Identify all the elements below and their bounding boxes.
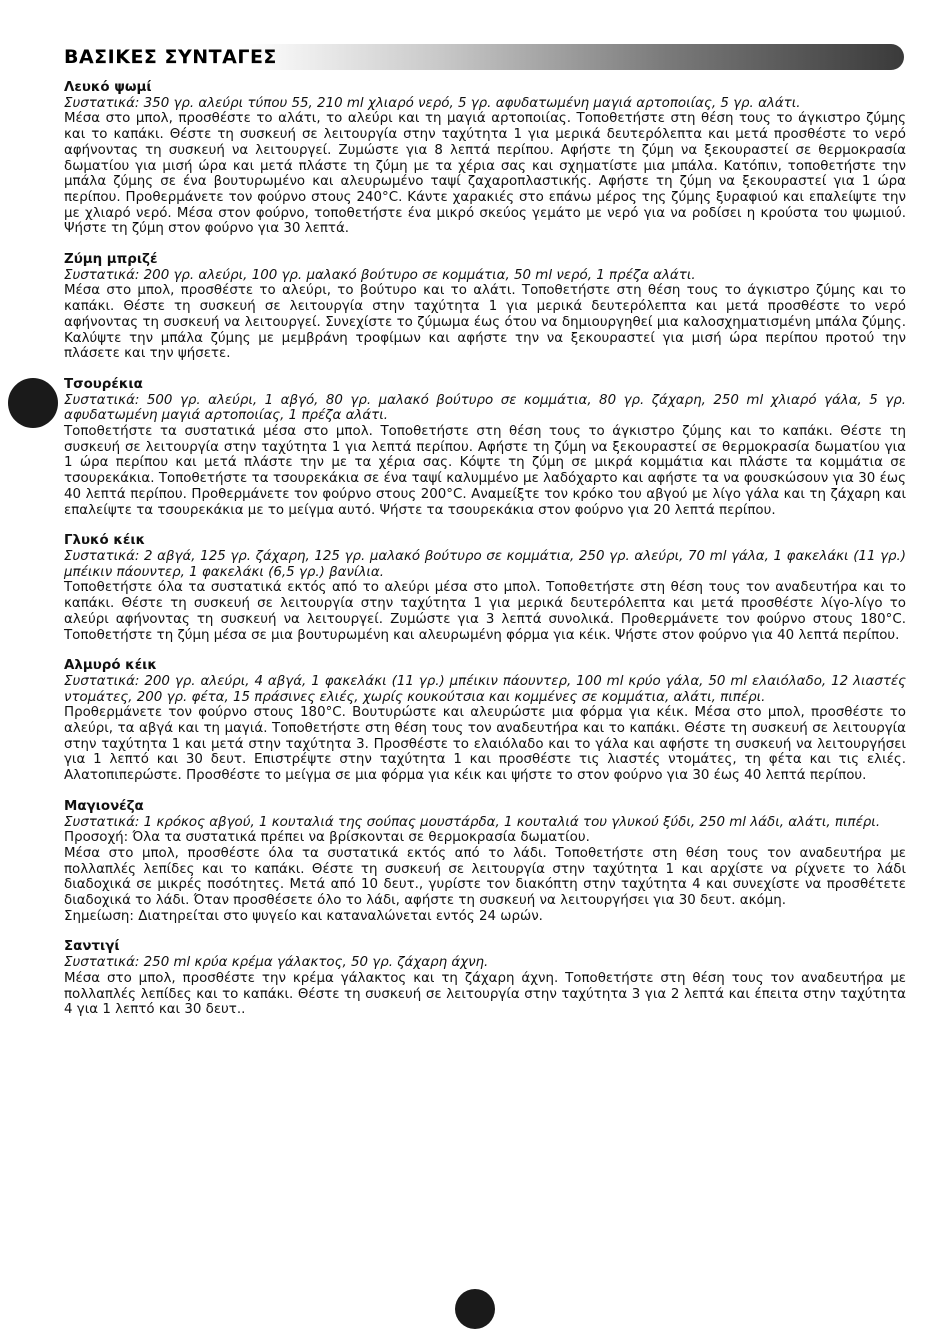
- side-tab-marker: [8, 378, 58, 428]
- recipe-ingredients: Συστατικά: 500 γρ. αλεύρι, 1 αβγό, 80 γρ. μαλακό βούτυρο σε κομμάτια, 80 γρ. ζάχαρη, 250 ml χλιαρό γάλα, 5 γρ. αφυδατωμένη μαγιά αρτοποιίας, 1 πρέζα αλάτι.: [64, 392, 906, 424]
- recipe-sweet-cake: [64, 533, 906, 643]
- recipe-whipped-cream: [64, 939, 906, 1018]
- recipe-brise-dough: [64, 252, 906, 362]
- recipe-ingredients: Συστατικά: 200 γρ. αλεύρι, 100 γρ. μαλακό βούτυρο σε κομμάτια, 50 ml νερό, 1 πρέζα αλάτι.: [64, 267, 696, 283]
- recipe-savory-cake: [64, 658, 906, 784]
- recipe-title: Γλυκό κέικ: [64, 533, 146, 549]
- page-title: ΒΑΣΙΚΕΣ ΣΥΝΤΑΓΕΣ: [64, 46, 277, 68]
- recipe-steps: Μέσα στο μπολ, προσθέστε το αλάτι, το αλεύρι και τη μαγιά αρτοποιίας. Τοποθετήστε στη θέση τους το άγκιστρο ζύμης και το καπάκι. Θέστε τη συσκευή σε λειτουργία στην ταχύτητα 1 για μερικά δευτερόλεπτα και μετά προσθέστε το νερό αφήνοντας τη συσκευή να λειτουργεί. Ζυμώστε για 8 λεπτά περίπου. Αφήστε τη ζύμη να ξεκουραστεί σε θερμοκρασία δωματίου για μισή ώρα και μετά πλάστε τη ζύμη με τα χέρια σας και σχηματίστε μια μπάλα. Κατόπιν, τοποθετήστε την μπάλα ζύμης σε ένα βουτυρωμένο και αλευρωμένο ταψί ζαχαροπλαστικής. Αφήστε τη ζύμη να ξεκουραστεί για 1 ώρα περίπου. Προθερμάνετε τον φούρνο στους 240°C. Κάντε χαρακιές στο επάνω μέρος της ζύμης ξυραφιού και επαλείψτε την με χλιαρό νερό. Μέσα στον φούρνο, τοποθετήστε ένα μικρό σκεύος γεμάτο με νερό για να ροδίσει η κρούστα του ψωμιού. Ψήστε τη ζύμη στον φούρνο για 30 λεπτά.: [64, 111, 906, 237]
- recipe-title: Ζύμη μπριζέ: [64, 252, 158, 268]
- recipe-ingredients: Συστατικά: 250 ml κρύα κρέμα γάλακτος, 50 γρ. ζάχαρη άχνη.: [64, 955, 489, 971]
- recipe-steps: Μέσα στο μπολ, προσθέστε το αλεύρι, το βούτυρο και το αλάτι. Τοποθετήστε στη θέση τους το άγκιστρο ζύμης και το καπάκι. Θέστε τη συσκευή σε λειτουργία στην ταχύτητα 1 για μερικά δευτερόλεπτα και μετά προσθέστε το νερό αφήνοντας τη συσκευή να λειτουργεί. Συνεχίστε το ζύμωμα έως ότου να δημιουργηθεί μια καλοσχηματισμένη μπάλα ζύμης. Καλύψτε την μπάλα ζύμης με μεμβράνη τροφίμων και αφήστε την να ξεκουραστεί για μισή ώρα περίπου προτού την πλάσετε και την ψήσετε.: [64, 283, 906, 362]
- recipe-white-bread: [64, 80, 906, 237]
- page-marker-dot: [455, 1289, 495, 1329]
- recipe-steps: Μέσα στο μπολ, προσθέστε την κρέμα γάλακτος και τη ζάχαρη άχνη. Τοποθετήστε στη θέση τους τον αναδευτήρα με πολλαπλές λεπίδες και το καπάκι. Θέστε τη συσκευή σε λειτουργία στην ταχύτητα 3 για 2 λεπτά και έπειτα στην ταχύτητα 4 για 1 λεπτό και 30 δευτ..: [64, 970, 906, 1018]
- recipe-steps: Τοποθετήστε τα συστατικά μέσα στο μπολ. Τοποθετήστε στη θέση τους το άγκιστρο ζύμης και το καπάκι. Θέστε τη συσκευή σε λειτουργία στην ταχύτητα 1 για λεπτά περίπου. Αφήστε τη ζύμη να ξεκουραστεί σε θερμοκρασία δωματίου για 1 ώρα περίπου και μετά πλάστε την με τα χέρια σας. Κόψτε τη ζύμη σε μικρά κομμάτια και πλάστε τα κομμάτια σε τσουρεκάκια. Τοποθετήστε τα τσουρεκάκια σε ένα ταψί καλυμμένο με λαδόχαρτο και αφήστε τα να φουσκώσουν για 30 έως 40 λεπτά περίπου. Προθερμάνετε τον φούρνο στους 200°C. Αναμείξτε τον κρόκο του αβγού με λίγο γάλα και τη ζάχαρη και επαλείψτε τα τσουρεκάκια με το μείγμα αυτό. Ψήστε τα τσουρεκάκια στον φούρνο για 20 λεπτά περίπου.: [64, 424, 906, 518]
- recipe-title: Μαγιονέζα: [64, 798, 144, 814]
- recipe-title: Αλμυρό κέικ: [64, 658, 157, 674]
- recipe-steps: Μέσα στο μπολ, προσθέστε όλα τα συστατικά εκτός από το λάδι. Τοποθετήστε στη θέση τους τον αναδευτήρα με πολλαπλές λεπίδες και το καπάκι. Θέστε τη συσκευή σε λειτουργία στην ταχύτητα 1 και αρχίστε να ρίχνετε το λάδι διαδοχικά σε μικρές ποσότητες. Μετά από 10 δευτ., γυρίστε τον διακόπτη στην ταχύτητα 4 και συνεχίστε να προσθέτετε διαδοχικά το λάδι. Όταν προσθέσετε όλο το λάδι, αφήστε τη συσκευή να λειτουργήσει για 30 δευτ. ακόμη.: [64, 845, 906, 909]
- recipe-ingredients: Συστατικά: 350 γρ. αλεύρι τύπου 55, 210 ml χλιαρό νερό, 5 γρ. αφυδατωμένη μαγιά αρτοποιίας, 5 γρ. αλάτι.: [64, 95, 801, 111]
- recipe-caution: Προσοχή: Όλα τα συστατικά πρέπει να βρίσκονται σε θερμοκρασία δωματίου.: [64, 830, 590, 846]
- recipe-ingredients: Συστατικά: 1 κρόκος αβγού, 1 κουταλιά της σούπας μουστάρδα, 1 κουταλιά του γλυκού ξύδι, 250 ml λάδι, αλάτι, πιπέρι.: [64, 814, 881, 830]
- recipe-note: Σημείωση: Διατηρείται στο ψυγείο και καταναλώνεται εντός 24 ωρών.: [64, 908, 543, 924]
- recipe-mayonnaise: [64, 799, 906, 925]
- recipe-steps: Τοποθετήστε όλα τα συστατικά εκτός από το αλεύρι μέσα στο μπολ. Τοποθετήστε στη θέση τους τον αναδευτήρα και το καπάκι. Θέστε τη συσκευή σε λειτουργία στην ταχύτητα 1 για μερικά δευτερόλεπτα και μετά προσθέστε λίγο-λίγο το αλεύρι αφήνοντας τη συσκευή να λειτουργεί. Ζυμώστε για 3 λεπτά συνολικά. Προθερμάνετε τον φούρνο στους 180°C. Τοποθετήστε τη ζύμη μέσα σε μια βουτυρωμένη και αλευρωμένη φόρμα για κέικ. Ψήστε στον φούρνο για 40 λεπτά περίπου.: [64, 580, 906, 643]
- recipe-steps: Προθερμάνετε τον φούρνο στους 180°C. Βουτυρώστε και αλευρώστε μια φόρμα για κέικ. Μέσα στο μπολ, προσθέστε το αλεύρι, τα αβγά και τη μαγιά. Τοποθετήστε στη θέση τους τον αναδευτήρα και το καπάκι. Θέστε τη συσκευή σε λειτουργία στην ταχύτητα 1 και μετά στην ταχύτητα 3. Προσθέστε το ελαιόλαδο και το γάλα και αφήστε τη συσκευή να λειτουργήσει για 1 λεπτό και 30 δευτ. Επιστρέψτε στην ταχύτητα 1 και προσθέστε τις λιαστές ντομάτες, τη φέτα και τις ελιές. Αλατοπιπερώστε. Προσθέστε το μείγμα σε μια φόρμα για κέικ και ψήστε το στον φούρνο για 30 έως 40 λεπτά περίπου.: [64, 705, 906, 784]
- recipe-sweet-buns: [64, 377, 906, 518]
- recipe-title: Τσουρέκια: [64, 376, 143, 392]
- recipe-ingredients: Συστατικά: 2 αβγά, 125 γρ. ζάχαρη, 125 γρ. μαλακό βούτυρο σε κομμάτια, 250 γρ. αλεύρι, 70 ml γάλα, 1 φακελάκι (11 γρ.) μπέικιν πάουντερ, 1 φακελάκι (6,5 γρ.) βανίλια.: [64, 548, 906, 580]
- recipe-title: Λευκό ψωμί: [64, 80, 152, 95]
- recipe-title: Σαντιγί: [64, 939, 120, 955]
- recipe-ingredients: Συστατικά: 200 γρ. αλεύρι, 4 αβγά, 1 φακελάκι (11 γρ.) μπέικιν πάουντερ, 100 ml κρύο γάλα, 50 ml ελαιόλαδο, 12 λιαστές ντομάτες, 200 γρ. φέτα, 15 πράσινες ελιές, χωρίς κουκούτσια και κομμένες σε κομμάτια, αλάτι, πιπέρι.: [64, 673, 906, 705]
- recipes-content: [64, 80, 906, 1033]
